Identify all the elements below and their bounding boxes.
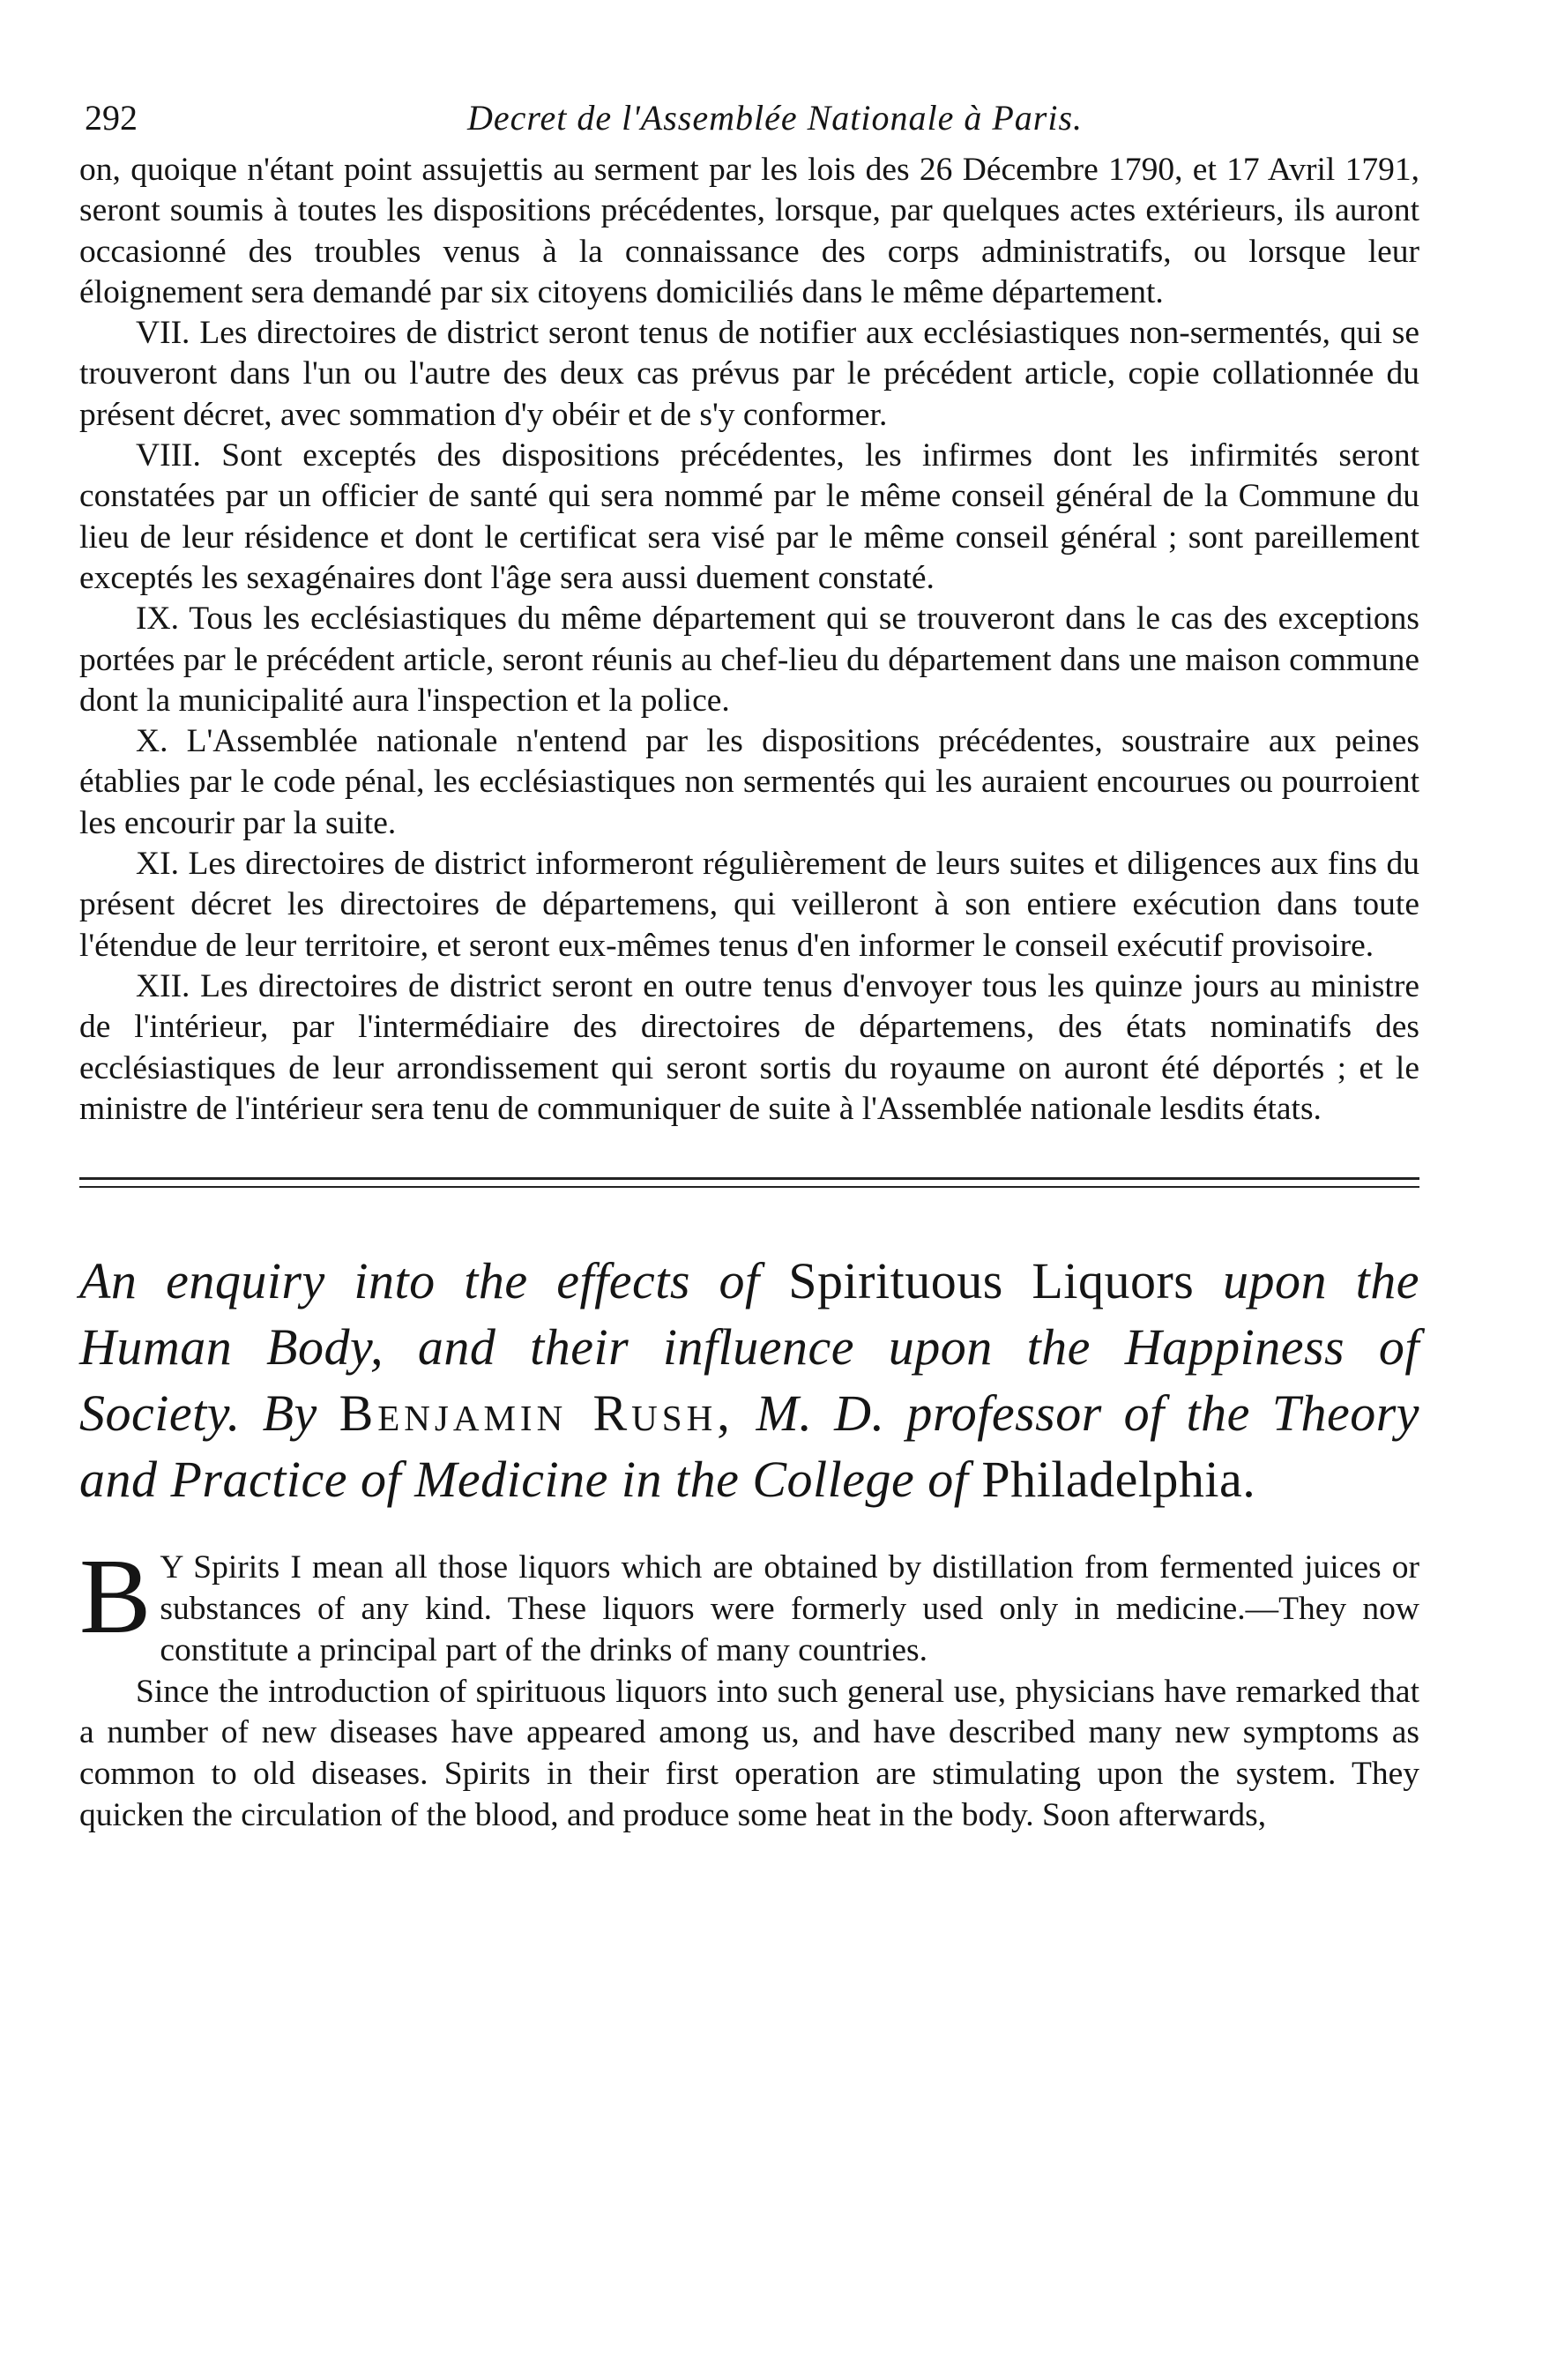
article-paragraph-2: Since the introduction of spirituous liquors into such general use, physicians have remarked that a number of new diseases have appeared among us, and have described many new symptoms as common to old diseases. Spirits in their first operation are stimulating upon the system. They quicken the circulation of the blood, and produce some heat in the body. Soon afterwards, — [79, 1673, 1419, 1833]
decree-text — [79, 150, 1419, 1130]
heading-part-5: Philadelphia. — [981, 1451, 1256, 1509]
article-paragraph-1 — [79, 1537, 1419, 1671]
drop-cap: B — [79, 1537, 152, 1657]
decree-article-viii: VIII. Sont exceptés des dispositions précédentes, les infirmes dont les infirmités seront constatées par un officier de santé qui sera nommé par le même conseil général de la Commune du lieu de leur résidence et dont le certificat sera visé par le même conseil général ; sont pareillement exceptés les sexagénaires dont l'âge sera aussi duement constaté. — [79, 437, 1419, 596]
decree-article-x: X. L'Assemblée nationale n'entend par les dispositions précédentes, soustraire aux peines établies par le code pénal, les ecclésiastiques non sermentés qui les auraient encourues ou pourroient les encourir par la suite. — [79, 723, 1419, 841]
heading-part-4: M. D. professor of the Theory and Practice of Medicine in the College of — [79, 1384, 1420, 1509]
decree-article-ix: IX. Tous les ecclésiastiques du même département qui se trouveront dans le cas des exceptions portées par le précédent article, seront réunis au chef-lieu du département dans une maison commune dont la municipalité aura l'inspection et la police. — [79, 601, 1419, 719]
divider-rule-top — [79, 1177, 1419, 1180]
heading-part-3: upon the Human Body, and their influence upon the Happiness of Society. By — [79, 1252, 1419, 1443]
heading-part-2: Spirituous Liquors — [788, 1252, 1195, 1310]
document-page — [79, 97, 1419, 1837]
article-paragraph-1-text: Y Spirits I mean all those liquors which are obtained by distillation from fermented juices or substances of any kind. These liquors were formerly used only in medicine.—They now constitute a principal part of the drinks of many countries. — [160, 1549, 1419, 1668]
heading-part-1: An enquiry into the effects of — [79, 1252, 760, 1310]
article-body — [79, 1537, 1419, 1837]
decree-paragraph-continuation: on, quoique n'étant point assujettis au serment par les lois des 26 Décembre 1790, et 17 Avril 1791, seront soumis à toutes les dispositions précédentes, lorsque, par quelques actes extérieurs, ils auront occasionné des troubles venus à la connaissance des corps administratifs, ou lorsque leur éloignement sera demandé par six citoyens domiciliés dans le même département. — [79, 152, 1419, 310]
decree-article-vii: VII. Les directoires de district seront tenus de notifier aux ecclésiastiques non-sermentés, qui se trouveront dans l'un ou l'autre des deux cas prévus par le précédent article, copie collationnée du présent décret, avec sommation d'y obéir et de s'y conformer. — [79, 315, 1419, 433]
page-number: 292 — [85, 98, 138, 138]
decree-article-xi: XI. Les directoires de district informeront régulièrement de leurs suites et diligences aux fins du présent décret les directoires de départemens, qui veilleront à son entiere exécution dans toute l'étendue de leur territoire, et seront eux-mêmes tenus d'en informer le conseil exécutif provisoire. — [79, 846, 1419, 964]
running-head — [79, 97, 1419, 150]
divider-rule-bottom — [79, 1186, 1419, 1188]
article-heading — [79, 1248, 1419, 1512]
section-divider — [79, 1177, 1419, 1198]
running-title: Decret de l'Assemblée Nationale à Paris. — [467, 98, 1084, 138]
decree-article-xii: XII. Les directoires de district seront en outre tenus d'envoyer tous les quinze jours au ministre de l'intérieur, par l'intermédiaire des directoires de départemens, des états nominatifs des ecclésiastiques de leur arrondissement qui seront sortis du royaume on auront été déportés ; et le ministre de l'intérieur sera tenu de communiquer de suite à l'Assemblée nationale lesdits états. — [79, 967, 1419, 1127]
heading-author: Benjamin Rush, — [339, 1384, 734, 1443]
